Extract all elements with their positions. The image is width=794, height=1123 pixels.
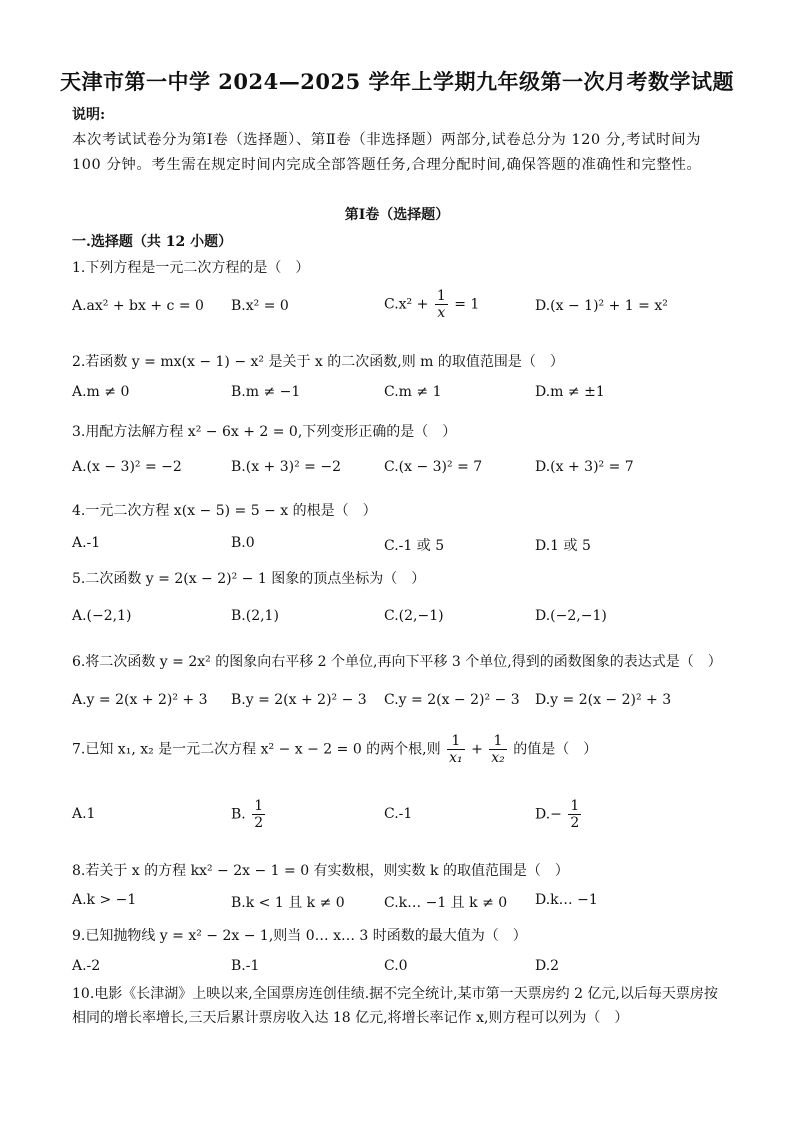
q7-b-denominator: 2 bbox=[254, 815, 264, 832]
q1-option-a[interactable]: A.ax² + bx + c = 0 bbox=[72, 298, 204, 314]
q8-option-a[interactable]: A.k > −1 bbox=[72, 892, 137, 908]
q9-option-d[interactable]: D.2 bbox=[535, 958, 560, 974]
q7-option-d-fraction bbox=[568, 798, 581, 831]
q3-option-a[interactable]: A.(x − 3)² = −2 bbox=[72, 459, 182, 475]
q1-c-denominator: x bbox=[437, 305, 446, 322]
question-4-stem: 4.一元二次方程 x(x − 5) = 5 − x 的根是（ ） bbox=[72, 503, 377, 519]
question-7-options bbox=[72, 798, 722, 832]
q4-option-a[interactable]: A.-1 bbox=[72, 535, 101, 551]
q7-option-c[interactable]: C.-1 bbox=[384, 806, 413, 822]
section-one-heading: 一.选择题（共 12 小题） bbox=[72, 234, 233, 250]
q7-plus-sign: + bbox=[471, 741, 483, 758]
question-8-stem: 8.若关于 x 的方程 kx² − 2x − 1 = 0 有实数根，则实数 k 的取值范围是（ ） bbox=[72, 863, 569, 879]
q3-option-c[interactable]: C.(x − 3)² = 7 bbox=[384, 459, 483, 475]
q6-option-a[interactable]: A.y = 2(x + 2)² + 3 bbox=[72, 692, 208, 708]
q7-f1-numerator: 1 bbox=[447, 733, 465, 750]
note-text: 本次考试试卷分为第Ⅰ卷（选择题）、第Ⅱ卷（非选择题）两部分,试卷总分为 120 分,考试时间为 100 分钟。考生需在规定时间内完成全部答题任务,合理分配时间,确保答题的准确性和完整性。 bbox=[72, 132, 702, 173]
q9-option-c[interactable]: C.0 bbox=[384, 958, 408, 974]
q4-option-d[interactable]: D.1 或 5 bbox=[535, 538, 591, 554]
q7-f2-numerator: 1 bbox=[489, 733, 507, 750]
q1-option-c-fraction bbox=[435, 288, 448, 321]
q3-option-d[interactable]: D.(x + 3)² = 7 bbox=[535, 459, 634, 475]
question-6-options bbox=[72, 692, 722, 722]
q5-option-d[interactable]: D.(−2,−1) bbox=[535, 608, 607, 624]
q5-option-b[interactable]: B.(2,1) bbox=[231, 608, 279, 624]
note-label: 说明: bbox=[72, 107, 106, 123]
q9-option-a[interactable]: A.-2 bbox=[72, 958, 101, 974]
q7-f2-denominator: x₂ bbox=[491, 750, 505, 767]
q1-option-d[interactable]: D.(x − 1)² + 1 = x² bbox=[535, 298, 668, 314]
question-5-options bbox=[72, 608, 722, 638]
q7-option-a[interactable]: A.1 bbox=[72, 806, 96, 822]
question-8-options bbox=[72, 892, 722, 922]
q7-d-denominator: 2 bbox=[570, 815, 580, 832]
q4-option-c[interactable]: C.-1 或 5 bbox=[384, 538, 445, 554]
question-7-stem bbox=[72, 733, 597, 766]
q7-fraction-2 bbox=[489, 733, 507, 766]
q1-option-b[interactable]: B.x² = 0 bbox=[231, 298, 289, 314]
question-1-stem: 1.下列方程是一元二次方程的是（ ） bbox=[72, 260, 310, 276]
question-1-options bbox=[72, 288, 722, 328]
q7-b-numerator: 1 bbox=[254, 798, 264, 814]
question-5-stem: 5.二次函数 y = 2(x − 2)² − 1 图象的顶点坐标为（ ） bbox=[72, 571, 426, 587]
q1-c-numerator: 1 bbox=[436, 288, 446, 304]
q2-option-b[interactable]: B.m ≠ −1 bbox=[231, 384, 301, 400]
q9-option-b[interactable]: B.-1 bbox=[231, 958, 260, 974]
q7-option-b[interactable] bbox=[231, 798, 267, 831]
question-4-options bbox=[72, 535, 722, 565]
q6-option-c[interactable]: C.y = 2(x − 2)² − 3 bbox=[384, 692, 520, 708]
question-6-stem: 6.将二次函数 y = 2x² 的图象向右平移 2 个单位,再向下平移 3 个单位,得到的函数图象的表达式是（ ） bbox=[72, 654, 722, 670]
q2-option-a[interactable]: A.m ≠ 0 bbox=[72, 384, 130, 400]
q5-option-c[interactable]: C.(2,−1) bbox=[384, 608, 444, 624]
q7-stem-suffix: 的值是（ ） bbox=[513, 741, 598, 758]
q7-f1-denominator: x₁ bbox=[449, 750, 463, 767]
q6-option-d[interactable]: D.y = 2(x − 2)² + 3 bbox=[535, 692, 672, 708]
q8-option-b[interactable]: B.k < 1 且 k ≠ 0 bbox=[231, 895, 345, 911]
q2-option-d[interactable]: D.m ≠ ±1 bbox=[535, 384, 605, 400]
q7-d-numerator: 1 bbox=[570, 798, 580, 814]
q7-option-b-fraction bbox=[252, 798, 265, 831]
q7-option-b-prefix: B. bbox=[231, 806, 246, 823]
q4-option-b[interactable]: B.0 bbox=[231, 535, 255, 551]
q7-option-d-prefix: D.− bbox=[535, 806, 562, 823]
q7-fraction-1 bbox=[447, 733, 465, 766]
exam-title: 天津市第一中学 2024—2025 学年上学期九年级第一次月考数学试题 bbox=[59, 69, 734, 94]
part-one-heading: 第Ⅰ卷（选择题） bbox=[344, 207, 450, 223]
question-3-stem: 3.用配方法解方程 x² − 6x + 2 = 0,下列变形正确的是（ ） bbox=[72, 424, 457, 440]
q3-option-b[interactable]: B.(x + 3)² = −2 bbox=[231, 459, 341, 475]
question-9-stem: 9.已知抛物线 y = x² − 2x − 1,则当 0… x… 3 时函数的最大值为（ ） bbox=[72, 928, 527, 944]
q8-option-c[interactable]: C.k… −1 且 k ≠ 0 bbox=[384, 895, 508, 911]
q5-option-a[interactable]: A.(−2,1) bbox=[72, 608, 132, 624]
q2-option-c[interactable]: C.m ≠ 1 bbox=[384, 384, 442, 400]
question-10-stem: 10.电影《长津湖》上映以来,全国票房连创佳绩.据不完全统计,某市第一天票房约 2 亿元,以后每天票房按相同的增长率增长,三天后累计票房收入达 18 亿元,将增长率记作 x,则方程可以列为（ ） bbox=[72, 986, 718, 1026]
q6-option-b[interactable]: B.y = 2(x + 2)² − 3 bbox=[231, 692, 367, 708]
question-2-options bbox=[72, 384, 722, 414]
q8-option-d[interactable]: D.k… −1 bbox=[535, 892, 598, 908]
q1-option-c-prefix: C.x² + bbox=[384, 296, 429, 313]
q7-option-d[interactable] bbox=[535, 798, 583, 831]
q1-option-c[interactable] bbox=[384, 288, 479, 321]
question-3-options bbox=[72, 459, 722, 489]
q1-option-c-suffix: = 1 bbox=[454, 296, 480, 313]
q7-stem-prefix: 7.已知 x₁, x₂ 是一元二次方程 x² − x − 2 = 0 的两个根,则 bbox=[72, 741, 441, 758]
question-2-stem: 2.若函数 y = mx(x − 1) − x² 是关于 x 的二次函数,则 m 的取值范围是（ ） bbox=[72, 354, 564, 370]
